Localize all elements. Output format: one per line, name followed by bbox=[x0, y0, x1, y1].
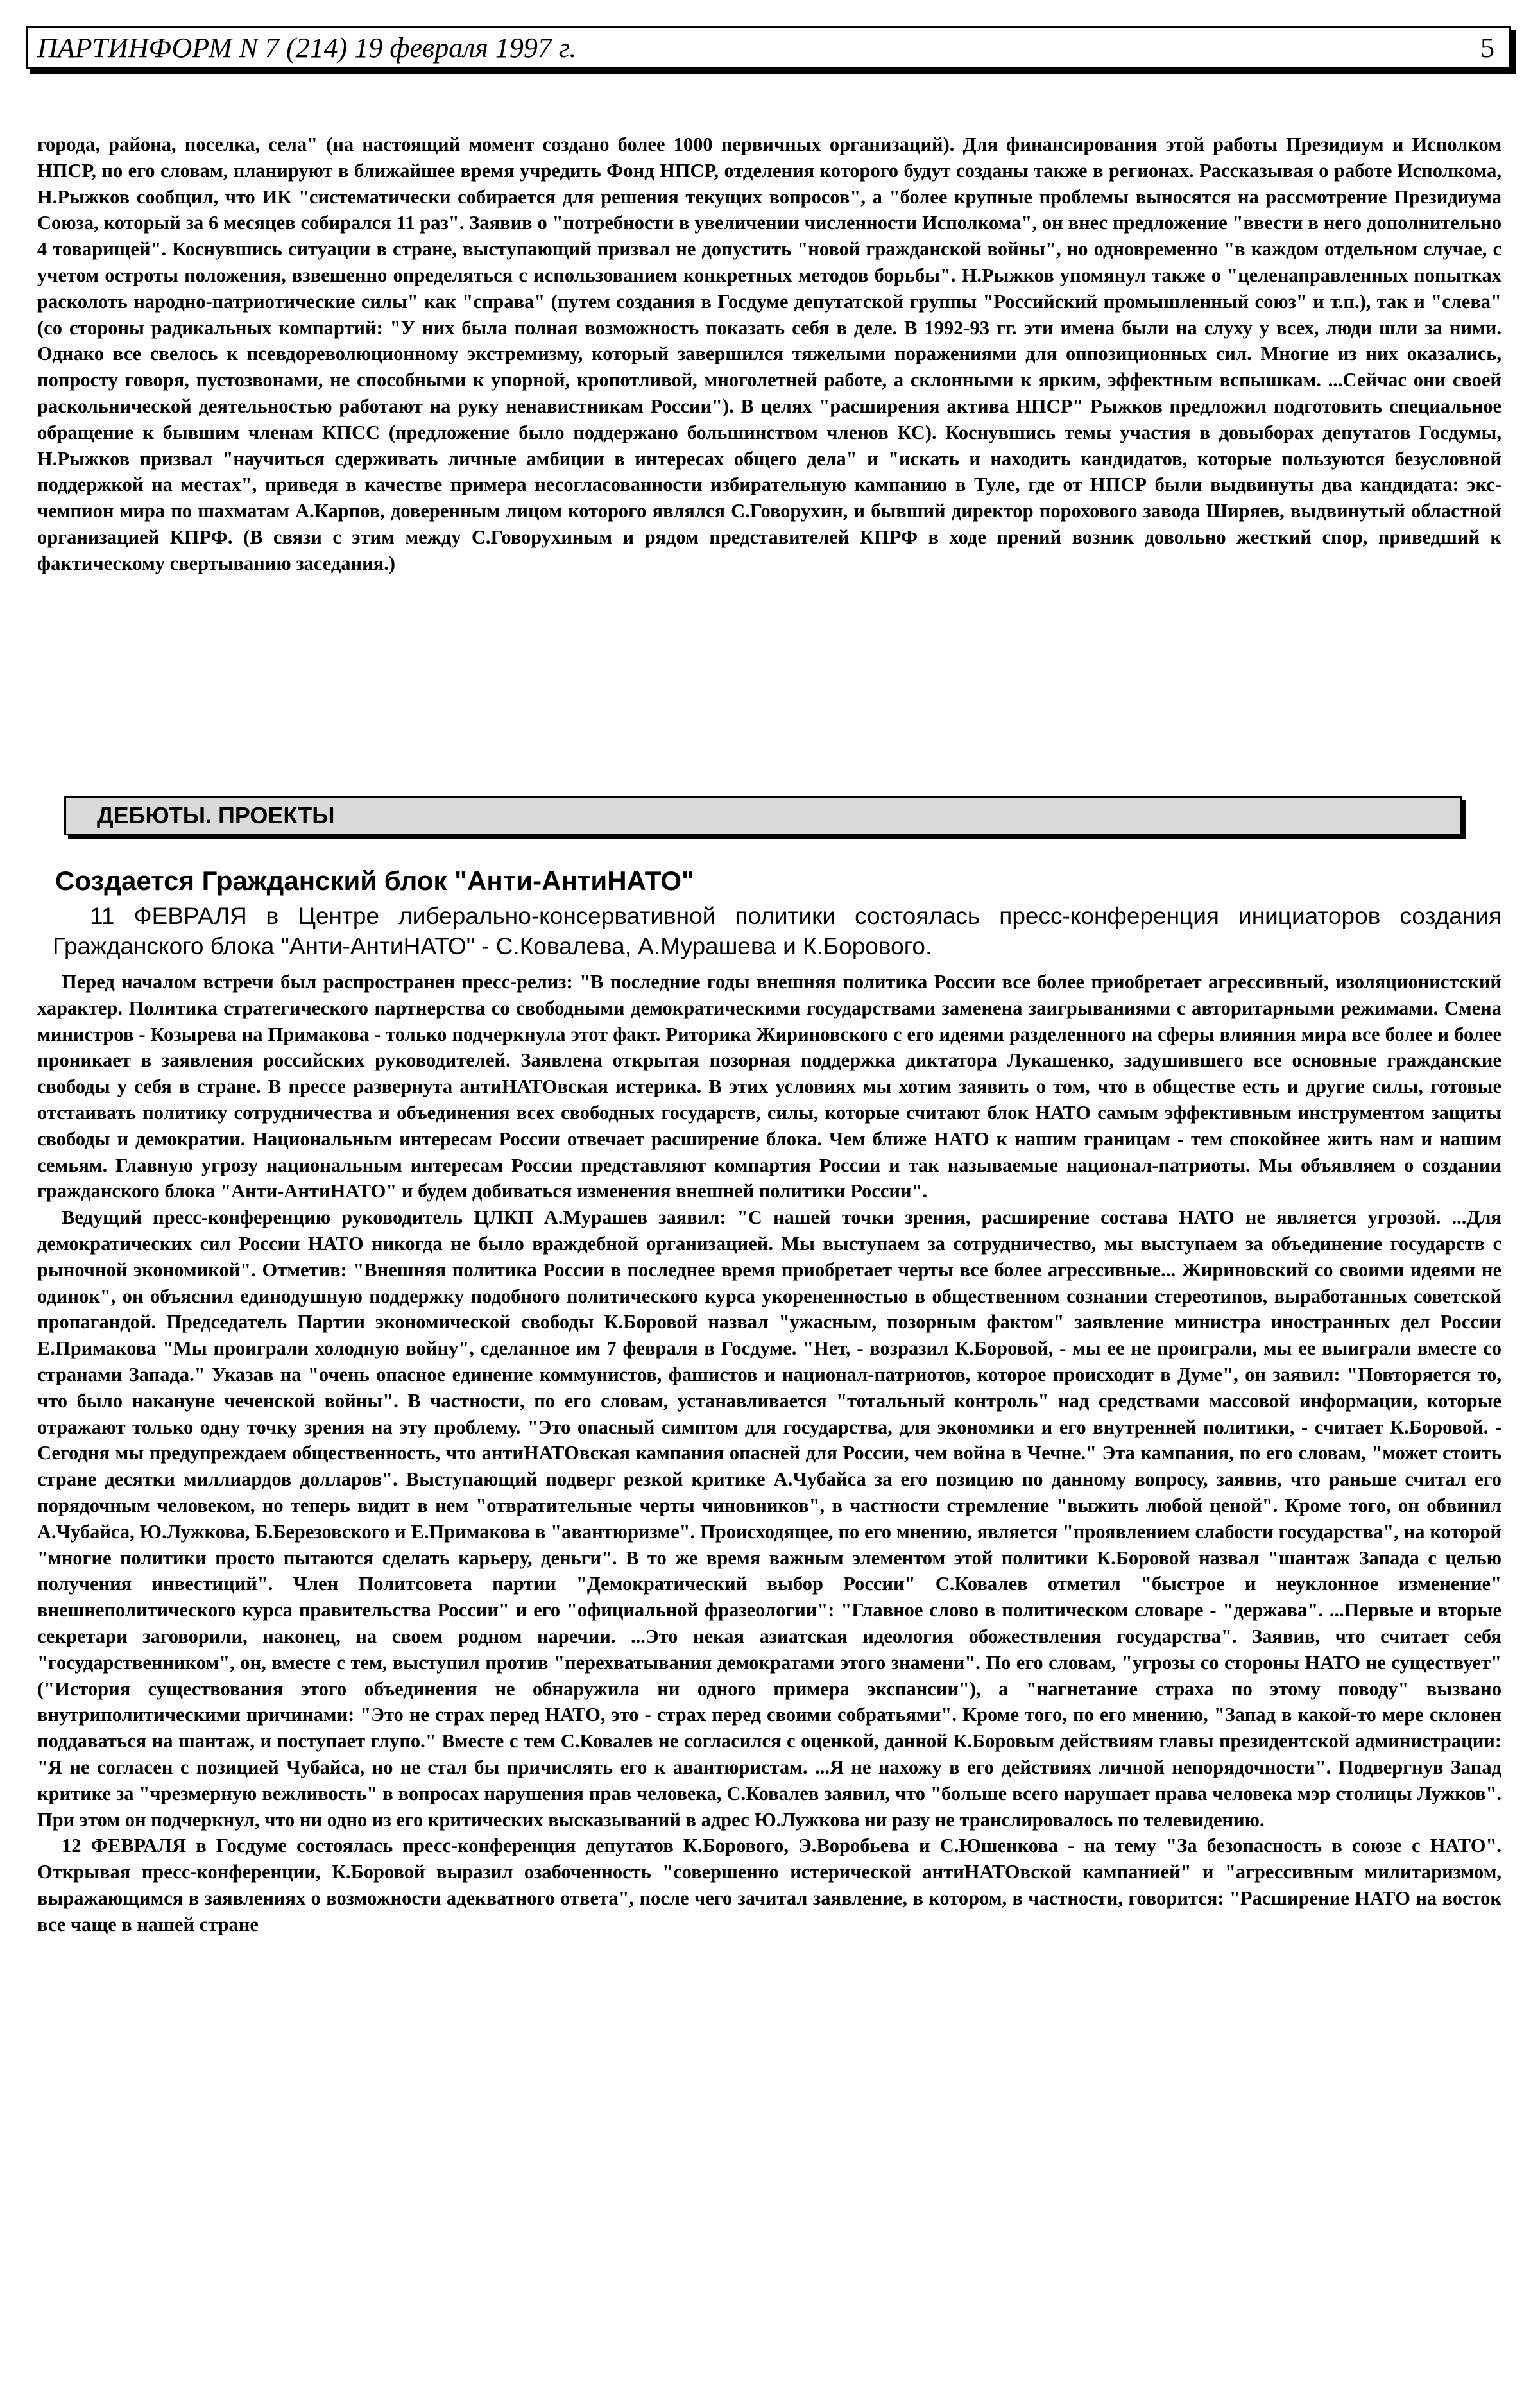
intro-paragraph: города, района, поселка, села" (на настоящий момент создано более 1000 первичных организаций). Для финансирования этой работы Президиум и Исполком НПСР, по его словам, планируют в ближайшее время учредить Фонд НПСР, отделения которого будут созданы также в регионах. Рассказывая о работе Исполкома, Н.Рыжков сообщил, что ИК "систематически собирается для решения текущих вопросов", а "более крупные проблемы выносятся на рассмотрение Президиума Союза, который за 6 месяцев собирался 11 раз". Заявив о "потребности в увеличении численности Исполкома", он внес предложение "ввести в него дополнительно 4 товарищей". Коснувшись ситуации в стране, выступающий призвал не допустить "новой гражданской войны", но одновременно "в каждом отдельном случае, с учетом остроты положения, взвешенно определяться с использованием конкретных методов борьбы". Н.Рыжков упомянул также о "целенаправленных попытках расколоть народно-патриотические силы" как "справа" (путем создания в Госдуме депутатской группы "Российский промышленный союз" и т.п.), так и "слева" (со стороны радикальных компартий: "У них была полная возможность показать себя в деле. В 1992-93 гг. эти имена были на слуху у всех, люди шли за ними. Однако все свелось к псевдореволюционному экстремизму, который завершился тяжелыми поражениями для оппозиционных сил. Многие из них оказались, попросту говоря, пустозвонами, не способными к упорной, кропотливой, многолетней работе, а склонными к ярким, эффектным вспышкам. ...Сейчас они своей раскольнической деятельностью работают на руку ненавистникам России"). В целях "расширения актива НПСР" Рыжков предложил подготовить специальное обращение к бывшим членам КПСС (предложение было поддержано большинством членов КС). Коснувшись темы участия в довыборах депутатов Госдумы, Н.Рыжков призвал "научиться сдерживать личные амбиции в интересах общего дела" и "искать и находить кандидатов, которые пользуются безусловной поддержкой на местах", приведя в качестве примера несогласованности избирательную кампанию в Туле, где от НПСР были выдвинуты два кандидата: экс-чемпион мира по шахматам А.Карпов, доверенным лицом которого являлся С.Говорухин, и бывший директор порохового завода Ширяев, выдвинутый областной организацией КПРФ. (В связи с этим между С.Говорухиным и рядом представителей КПРФ в ходе прений возник довольно жесткий спор, приведший к фактическому свертыванию заседания.) bbox=[37, 133, 1502, 574]
intro-continuation bbox=[37, 132, 1502, 577]
article-body bbox=[37, 969, 1502, 1937]
article-title: Создается Гражданский блок "Анти-АнтиНАТО" bbox=[55, 866, 694, 896]
section-heading: ДЕБЮТЫ. ПРОЕКТЫ bbox=[97, 802, 335, 828]
page-header bbox=[26, 26, 1511, 69]
section-heading-box bbox=[64, 796, 1462, 835]
article-paragraph: 12 ФЕВРАЛЯ в Госдуме состоялась пресс-конференция депутатов К.Борового, Э.Воробьева и С.Юшенкова - на тему "За безопасность в союзе с НАТО". Открывая пресс-конференции, К.Боровой выразил озабоченность "совершенно истерической антиНАТОвской кампанией" и "агрессивным милитаризмом, выражающимся в заявлениях о возможности адекватного ответа", после чего зачитал заявление, в котором, в частности, говорится: "Расширение НАТО на восток все чаще в нашей стране bbox=[37, 1835, 1502, 1935]
article-lead: 11 ФЕВРАЛЯ в Центре либерально-консервативной политики состоялась пресс-конференция инициаторов создания Гражданского блока "Анти-АнтиНАТО" - С.Ковалева, А.Мурашева и К.Борового. bbox=[53, 903, 1502, 959]
article-paragraph: Перед началом встречи был распространен пресс-релиз: "В последние годы внешняя политика России все более приобретает агрессивный, изоляционистский характер. Политика стратегического партнерства со свободными демократическими государствами заменена заигрываниями с авторитарными режимами. Смена министров - Козырева на Примакова - только подчеркнула этот факт. Риторика Жириновского с его идеями разделенного на сферы влияния мира все более и более проникает в заявления российских руководителей. Заявлена открытая позорная поддержка диктатора Лукашенко, задушившего все основные гражданские свободы у себя в стране. В прессе развернута антиНАТОвская истерика. В этих условиях мы хотим заявить о том, что в обществе есть и другие силы, готовые отстаивать политику сотрудничества и объединения всех свободных государств, силы, которые считают блок НАТО самым эффективным инструментом защиты свободы и демократии. Национальным интересам России отвечает расширение блока. Чем ближе НАТО к нашим границам - тем спокойнее жить нам и нашим семьям. Главную угрозу национальным интересам России представляют компартия России и так называемые национал-патриоты. Мы объявляем о создании гражданского блока "Анти-АнтиНАТО" и будем добиваться изменения внешней политики России". bbox=[37, 971, 1502, 1203]
article-paragraph: Ведущий пресс-конференцию руководитель ЦЛКП А.Мурашев заявил: "С нашей точки зрения, расширение состава НАТО не является угрозой. ...Для демократических сил России НАТО никогда не было враждебной организацией. Мы выступаем за сотрудничество, мы выступаем за объединение государств с рыночной экономикой". Отметив: "Внешняя политика России в последнее время приобретает черты все более агрессивные... Жириновский со своими идеями не одинок", он объяснил единодушную поддержку подобного политического курса укорененностью в общественном сознании стереотипов, выработанных советской пропагандой. Председатель Партии экономической свободы К.Боровой назвал "ужасным, позорным фактом" заявление министра иностранных дел России Е.Примакова "Мы проиграли холодную войну", сделанное им 7 февраля в Госдуме. "Нет, - возразил К.Боровой, - мы ее не проиграли, мы ее выиграли вместе со странами Запада." Указав на "очень опасное единение коммунистов, фашистов и национал-патриотов, которое происходит в Думе", он заявил: "Повторяется то, что было накануне чеченской войны". В частности, по его словам, устанавливается "тотальный контроль" над средствами массовой информации, которые отражают только одну точку зрения на эту проблему. "Это опасный симптом для государства, для экономики и его внутренней политики, - считает К.Боровой. - Сегодня мы предупреждаем общественность, что антиНАТОвская кампания опасней для России, чем война в Чечне." Эта кампания, по его словам, "может стоить стране десятки миллиардов долларов". Выступающий подверг резкой критике А.Чубайса за его позицию по данному вопросу, заявив, что раньше считал его порядочным человеком, но теперь видит в нем "отвратительные черты чиновников", в частности стремление "выжить любой ценой". Кроме того, он обвинил А.Чубайса, Ю.Лужкова, Б.Березовского и Е.Примакова в "авантюризме". Происходящее, по его мнению, является "проявлением слабости государства", на которой "многие политики просто пытаются сделать карьеру, деньги". В то же время важным элементом этой политики К.Боровой назвал "шантаж Запада с целью получения инвестиций". Член Политсовета партии "Демократический выбор России" С.Ковалев отметил "быстрое и неуклонное изменение" внешнеполитического курса правительства России" и его "официальной фразеологии": "Главное слово в политическом словаре - "держава". ...Первые и вторые секретари заговорили, наконец, на своем родном наречии. ...Это некая азиатская идеология обожествления государства". Заявив, что считает себя "государственником", он, вместе с тем, выступил против "перехватывания демократами этого знамени". По его словам, "угрозы со стороны НАТО не существует" ("История существования этого объединения не обнаружила ни одного примера экспансии"), а "нагнетание страха по этому поводу" вызвано внутриполитическими причинами: "Это не страх перед НАТО, это - страх перед своими собратьями". Кроме того, по его мнению, "Запад в какой-то мере склонен поддаваться на шантаж, и поступает глупо." Вместе с тем С.Ковалев не согласился с оценкой, данной К.Боровым действиям главы президентской администрации: "Я не согласен с позицией Чубайса, но не стал бы причислять его к авантюристам. ...Я не нахожу в его действиях личной непорядочности". Подвергнув Запад критике за "чрезмерную вежливость" в вопросах нарушения прав человека, С.Ковалев заявил, что "больше всего нарушает права человека мэр столицы Лужков". При этом он подчеркнул, что ни одно из его критических высказываний в адрес Ю.Лужкова ни разу не транслировалось по телевидению. bbox=[37, 1206, 1502, 1831]
publication-title: ПАРТИНФОРМ N 7 (214) 19 февраля 1997 г. bbox=[37, 32, 577, 64]
page-number: 5 bbox=[1480, 32, 1494, 64]
